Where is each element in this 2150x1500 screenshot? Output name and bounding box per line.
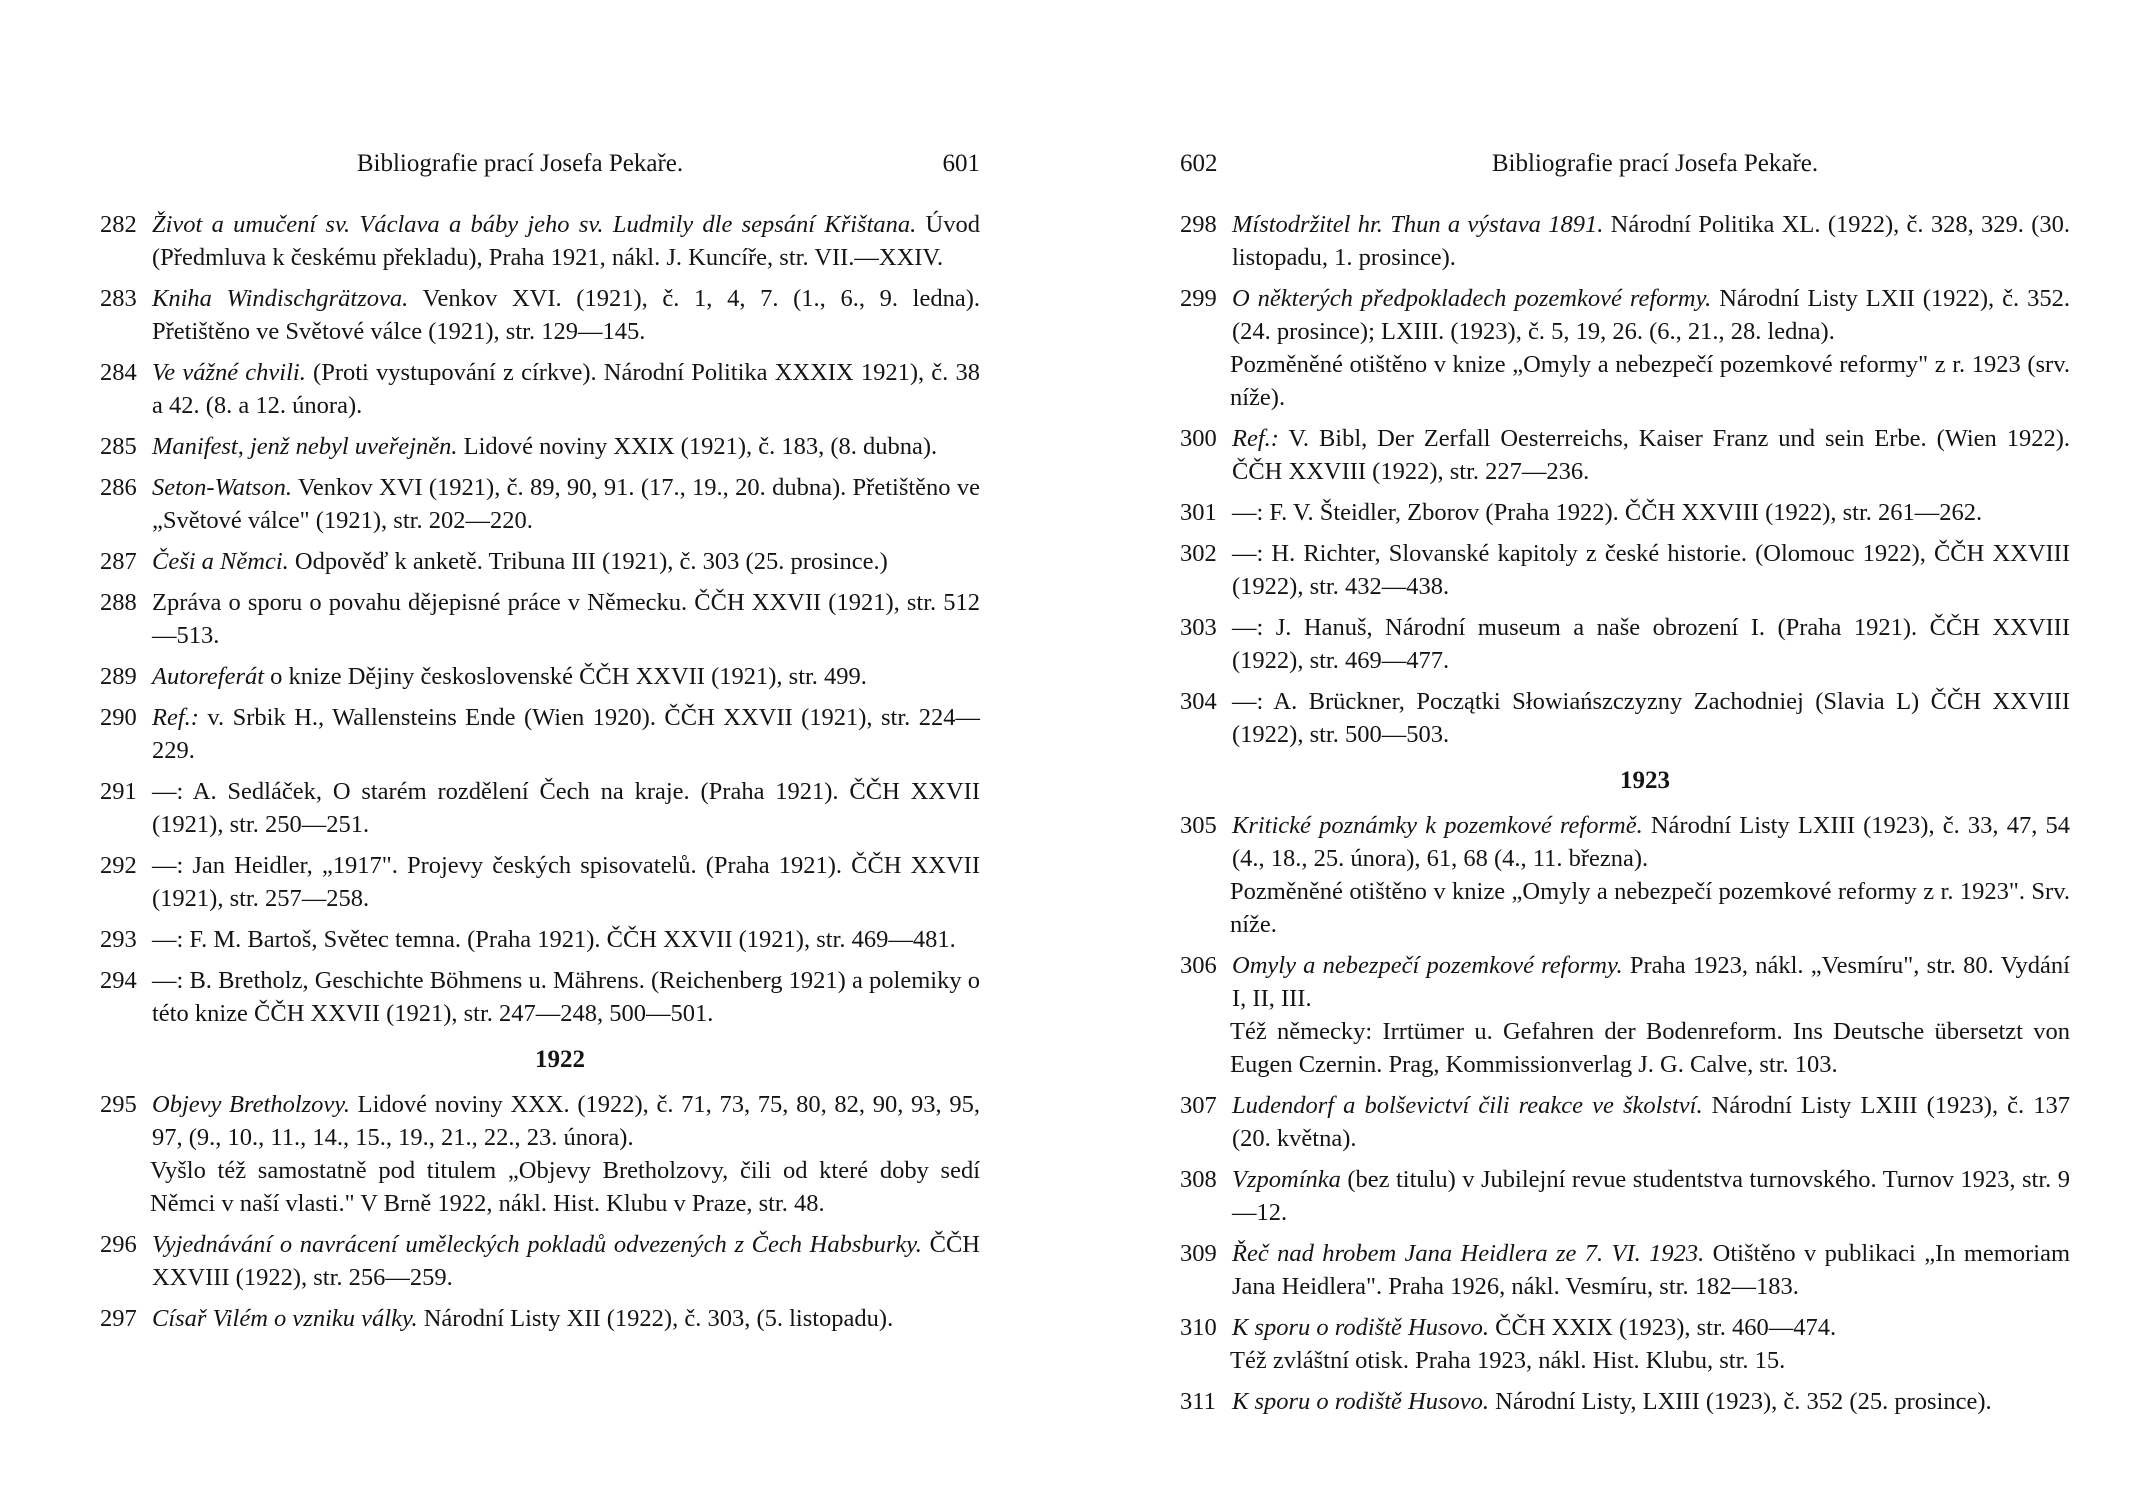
entry-text: —: F. M. Bartoš, Světec temna. (Praha 1921). ČČH XXVII (1921), str. 469—481. <box>152 926 956 953</box>
entry-number: 286 <box>100 474 137 501</box>
running-head-title: Bibliografie prací Josefa Pekaře. <box>356 150 684 177</box>
entry-body <box>1232 949 2070 1081</box>
bibliography-entry <box>100 471 980 537</box>
entry-body <box>152 964 980 1030</box>
entry-body <box>152 775 980 841</box>
bibliography-entry <box>100 964 980 1030</box>
entry-text: Národní Listy LXIII (1923), č. 33, 47, 54 (4., 18., 25. února), 61, 68 (4., 11. března). <box>1232 812 2070 872</box>
entry-body <box>1232 685 2070 751</box>
entry-text: (Proti vystupování z církve). Národní Politika XXXIX 1921), č. 38 a 42. (8. a 12. února). <box>152 359 981 419</box>
bibliography-entry <box>100 775 980 841</box>
bibliography-entry <box>100 1228 980 1294</box>
page-number: 601 <box>942 150 980 177</box>
entry-body <box>152 356 980 422</box>
entry-title: O některých předpokladech pozemkové reformy. <box>1232 285 1712 312</box>
year-heading: 1922 <box>535 1046 585 1073</box>
entry-number: 282 <box>100 211 137 238</box>
entry-number: 300 <box>1180 425 1217 452</box>
entry-text: Odpověď k anketě. Tribuna III (1921), č. 303 (25. prosince.) <box>288 548 888 575</box>
entry-body <box>1232 1385 2070 1418</box>
entry-title: Císař Vilém o vzniku války. <box>152 1305 418 1332</box>
entry-body <box>1232 1237 2070 1303</box>
page-number: 602 <box>1180 150 1218 177</box>
entry-title: Seton-Watson. <box>152 474 292 501</box>
entry-number: 302 <box>1180 540 1217 567</box>
entry-number: 298 <box>1180 211 1217 238</box>
bibliography-entry <box>1180 422 2070 488</box>
entry-number: 311 <box>1180 1388 1216 1415</box>
entry-note: Vyšlo též samostatně pod titulem „Objevy Bretholzovy, čili od které doby sedí Němci v naší vlasti." V Brně 1922, nákl. Hist. Klubu v Praze, str. 48. <box>150 1157 980 1217</box>
entry-body <box>1232 496 2070 529</box>
entry-text: Venkov XVI. (1921), č. 1, 4, 7. (1., 6., 9. ledna). Přetištěno ve Světové válce (1921), str. 129—145. <box>152 285 980 345</box>
entry-text: Národní Listy LXIII (1923), č. 137 (20. května). <box>1232 1092 2070 1152</box>
entry-body <box>1232 809 2070 941</box>
bibliography-entry <box>1180 611 2070 677</box>
entry-number: 297 <box>100 1305 137 1332</box>
entry-title: Kniha Windischgrätzova. <box>152 285 409 312</box>
bibliography-list <box>1180 208 2070 751</box>
entry-title: Kritické poznámky k pozemkové reformě. <box>1232 812 1643 839</box>
entry-body <box>1232 282 2070 414</box>
bibliography-entry <box>1180 949 2070 1081</box>
entry-text: Národní Listy LXII (1922), č. 352. (24. prosince); LXIII. (1923), č. 5, 19, 26. (6., 21., 28. ledna). <box>1232 285 2070 345</box>
entry-number: 285 <box>100 433 137 460</box>
bibliography-list <box>100 208 980 1030</box>
entry-number: 292 <box>100 852 137 879</box>
bibliography-entry <box>1180 809 2070 941</box>
entry-text: Úvod (Předmluva k českému překladu), Praha 1921, nákl. J. Kuncíře, str. VII.—XXIV. <box>152 211 980 271</box>
entry-title: Omyly a nebezpečí pozemkové reformy. <box>1232 952 1623 979</box>
entry-body <box>152 849 980 915</box>
entry-body <box>152 1088 980 1220</box>
entry-text: ČČH XXVIII (1922), str. 256—259. <box>152 1231 980 1291</box>
bibliography-entry <box>100 430 980 463</box>
entry-number: 283 <box>100 285 137 312</box>
entry-body <box>152 282 980 348</box>
entry-number: 299 <box>1180 285 1217 312</box>
running-head-title: Bibliografie prací Josefa Pekaře. <box>1491 150 1819 177</box>
entry-text: —: A. Sedláček, O starém rozdělení Čech na kraje. (Praha 1921). ČČH XXVII (1921), str. 250—251. <box>152 778 980 838</box>
entry-text: Národní Listy, LXIII (1923), č. 352 (25. prosince). <box>1489 1388 1992 1415</box>
bibliography-entry <box>100 1302 980 1335</box>
entry-text: Lidové noviny XXIX (1921), č. 183, (8. dubna). <box>457 433 938 460</box>
entry-text: —: B. Bretholz, Geschichte Böhmens u. Mährens. (Reichenberg 1921) a polemiky o této knize ČČH XXVII (1921), str. 247—248, 500—501. <box>152 967 980 1027</box>
bibliography-entry <box>100 356 980 422</box>
bibliography-entry <box>1180 1163 2070 1229</box>
entry-text: —: H. Richter, Slovanské kapitoly z české historie. (Olomouc 1922), ČČH XXVIII (1922), str. 432—438. <box>1232 540 2070 600</box>
entry-number: 284 <box>100 359 137 386</box>
entry-text: Národní Politika XL. (1922), č. 328, 329. (30. listopadu, 1. prosince). <box>1232 211 2070 271</box>
entry-note: Pozměněné otištěno v knize „Omyly a nebezpečí pozemkové reformy" z r. 1923 (srv. níže). <box>1230 351 2070 411</box>
entry-body <box>152 208 980 274</box>
bibliography-entry <box>1180 496 2070 529</box>
bibliography-entry <box>100 545 980 578</box>
entry-body <box>152 660 980 693</box>
entry-text: Zpráva o sporu o povahu dějepisné práce v Německu. ČČH XXVII (1921), str. 512—513. <box>152 589 980 649</box>
entry-text: ČČH XXIX (1923), str. 460—474. <box>1489 1314 1837 1341</box>
entry-title: Vyjednávání o navrácení uměleckých pokladů odvezených z Čech Habsburky. <box>152 1231 922 1258</box>
entry-number: 295 <box>100 1091 137 1118</box>
bibliography-entry <box>1180 1089 2070 1155</box>
entry-text: Otištěno v publikaci „In memoriam Jana Heidlera". Praha 1926, nákl. Vesmíru, str. 182—183. <box>1232 1240 2071 1300</box>
entry-number: 287 <box>100 548 137 575</box>
entry-number: 301 <box>1180 499 1217 526</box>
entry-body <box>1232 537 2070 603</box>
entry-number: 291 <box>100 778 137 805</box>
bibliography-entry <box>100 586 980 652</box>
entry-body <box>1232 208 2070 274</box>
year-heading: 1923 <box>1620 767 1670 794</box>
entry-title: Ludendorf a bolševictví čili reakce ve školství. <box>1232 1092 1703 1119</box>
entry-number: 310 <box>1180 1314 1217 1341</box>
left-page <box>100 150 980 1343</box>
entry-body <box>1232 1311 2070 1377</box>
entry-body <box>1232 1163 2070 1229</box>
entry-title: Vzpomínka <box>1232 1166 1341 1193</box>
entry-body <box>152 701 980 767</box>
entry-number: 288 <box>100 589 137 616</box>
entry-body <box>1232 611 2070 677</box>
entry-body <box>152 545 980 578</box>
bibliography-entry <box>1180 208 2070 274</box>
bibliography-entry <box>100 660 980 693</box>
bibliography-entry <box>1180 1311 2070 1377</box>
bibliography-entry <box>1180 685 2070 751</box>
entry-number: 290 <box>100 704 137 731</box>
entry-body <box>152 471 980 537</box>
entry-text: —: F. V. Šteidler, Zborov (Praha 1922). ČČH XXVIII (1922), str. 261—262. <box>1232 499 1983 526</box>
entry-title: K sporu o rodiště Husovo. <box>1232 1388 1490 1415</box>
entry-title: Ve vážné chvili. <box>152 359 306 386</box>
entry-text: —: Jan Heidler, „1917". Projevy českých spisovatelů. (Praha 1921). ČČH XXVII (1921), str. 257—258. <box>152 852 980 912</box>
entry-title: Češi a Němci. <box>152 548 289 575</box>
entry-title: K sporu o rodiště Husovo. <box>1232 1314 1490 1341</box>
entry-number: 293 <box>100 926 137 953</box>
bibliography-list <box>1180 809 2070 1418</box>
entry-body <box>1232 422 2070 488</box>
entry-body <box>1232 1089 2070 1155</box>
entry-note: Pozměněné otištěno v knize „Omyly a nebezpečí pozemkové reformy z r. 1923". Srv. níže. <box>1230 878 2070 938</box>
entry-text: —: J. Hanuš, Národní museum a naše obrození I. (Praha 1921). ČČH XXVIII (1922), str. 469—477. <box>1232 614 2070 674</box>
running-head <box>100 150 980 186</box>
entry-number: 307 <box>1180 1092 1217 1119</box>
bibliography-list <box>100 1088 980 1335</box>
entry-text: V. Bibl, Der Zerfall Oesterreichs, Kaiser Franz und sein Erbe. (Wien 1922). ČČH XXVIII (1922), str. 227—236. <box>1232 425 2070 485</box>
bibliography-entry <box>100 1088 980 1220</box>
bibliography-entry <box>100 923 980 956</box>
entry-title: Život a umučení sv. Václava a báby jeho sv. Ludmily dle sepsání Křištana. <box>152 211 917 238</box>
entry-note: Též zvláštní otisk. Praha 1923, nákl. Hist. Klubu, str. 15. <box>1230 1347 1786 1374</box>
entry-text: (bez titulu) v Jubilejní revue studentstva turnovského. Turnov 1923, str. 9—12. <box>1232 1166 2070 1226</box>
entry-text: Praha 1923, nákl. „Vesmíru", str. 80. Vydání I, II, III. <box>1232 952 2070 1012</box>
entry-text: Venkov XVI (1921), č. 89, 90, 91. (17., 19., 20. dubna). Přetištěno ve „Světové válce" (1921), str. 202—220. <box>152 474 980 534</box>
bibliography-entry <box>1180 537 2070 603</box>
entry-title: Objevy Bretholzovy. <box>152 1091 350 1118</box>
entry-body <box>152 923 980 956</box>
entry-body <box>152 586 980 652</box>
entry-title: Manifest, jenž nebyl uveřejněn. <box>152 433 458 460</box>
entry-number: 308 <box>1180 1166 1217 1193</box>
entry-title: Ref.: <box>152 704 199 731</box>
entry-number: 309 <box>1180 1240 1217 1267</box>
right-page <box>1180 150 2070 1426</box>
entry-number: 306 <box>1180 952 1217 979</box>
bibliography-entry <box>1180 1385 2070 1418</box>
entry-text: v. Srbik H., Wallensteins Ende (Wien 1920). ČČH XXVII (1921), str. 224—229. <box>152 704 980 764</box>
entry-text: Národní Listy XII (1922), č. 303, (5. listopadu). <box>417 1305 894 1332</box>
entry-body <box>152 1302 980 1335</box>
entry-number: 305 <box>1180 812 1217 839</box>
entry-body <box>152 430 980 463</box>
entry-number: 296 <box>100 1231 137 1258</box>
entry-title: Místodržitel hr. Thun a výstava 1891. <box>1232 211 1604 238</box>
entry-number: 294 <box>100 967 137 994</box>
entry-note: Též německy: Irrtümer u. Gefahren der Bodenreform. Ins Deutsche übersetzt von Eugen Czernin. Prag, Kommissionverlag J. G. Calve, str. 103. <box>1230 1018 2070 1078</box>
bibliography-entry <box>100 208 980 274</box>
entry-title: Ref.: <box>1232 425 1279 452</box>
running-head <box>1180 150 2070 186</box>
entry-title: Autoreferát <box>152 663 265 690</box>
bibliography-entry <box>1180 282 2070 414</box>
bibliography-entry <box>100 701 980 767</box>
entry-text: —: A. Brückner, Początki Słowiańszczyzny Zachodniej (Slavia L) ČČH XXVIII (1922), str. 500—503. <box>1232 688 2070 748</box>
entry-number: 303 <box>1180 614 1217 641</box>
entry-text: Lidové noviny XXX. (1922), č. 71, 73, 75, 80, 82, 90, 93, 95, 97, (9., 10., 11., 14., 15., 19., 21., 22., 23. února). <box>152 1091 980 1151</box>
bibliography-entry <box>1180 1237 2070 1303</box>
entry-title: Řeč nad hrobem Jana Heidlera ze 7. VI. 1923. <box>1232 1240 1705 1267</box>
entry-body <box>152 1228 980 1294</box>
entry-text: o knize Dějiny československé ČČH XXVII (1921), str. 499. <box>264 663 867 690</box>
entry-number: 304 <box>1180 688 1217 715</box>
entry-number: 289 <box>100 663 137 690</box>
bibliography-entry <box>100 849 980 915</box>
bibliography-entry <box>100 282 980 348</box>
